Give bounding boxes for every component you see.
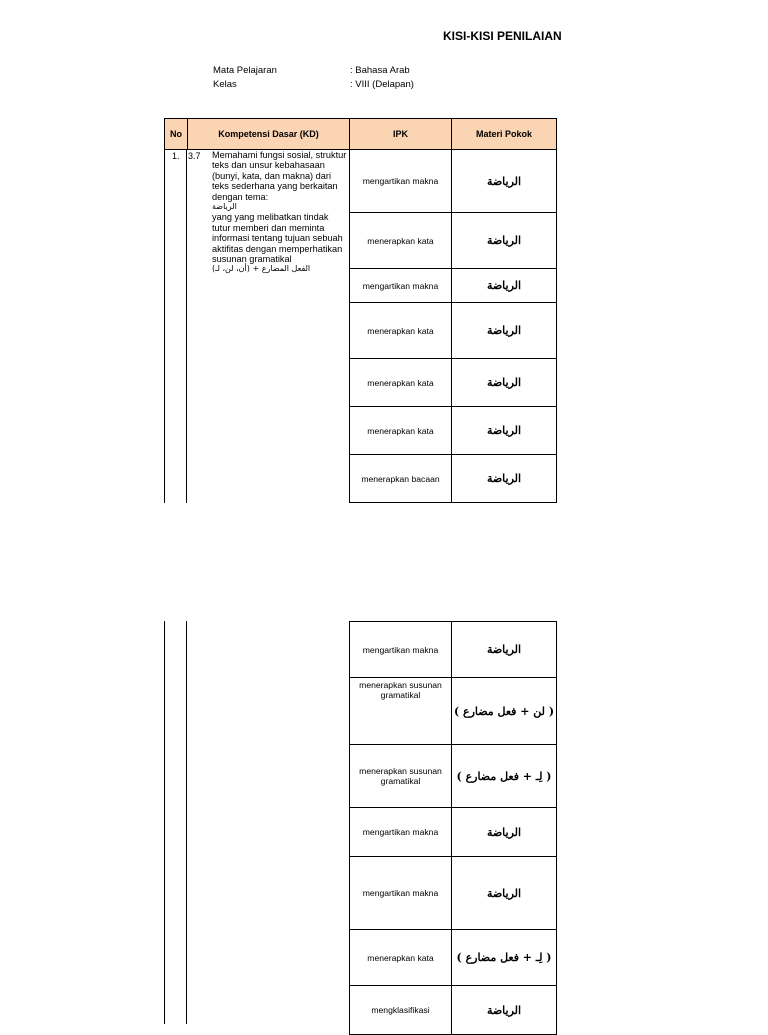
materi-cell: ( لن + فعل مضارع ) xyxy=(451,677,557,745)
materi-cell: الرياضة xyxy=(451,406,557,455)
table-border-left-p2 xyxy=(164,621,165,1024)
materi-cell: الرياضة xyxy=(451,268,557,303)
ipk-cell: menerapkan bacaan xyxy=(349,454,452,503)
ipk-cell: mengartikan makna xyxy=(349,807,452,857)
ipk-cell: menerapkan susunan gramatikal xyxy=(349,744,452,808)
document-title: KISI-KISI PENILAIAN xyxy=(443,29,562,43)
kd-description xyxy=(212,150,347,275)
ipk-cell: menerapkan kata xyxy=(349,358,452,407)
table-border-left xyxy=(164,149,165,503)
materi-cell: الرياضة xyxy=(451,149,557,213)
subject-value: : Bahasa Arab xyxy=(350,65,410,76)
ipk-cell: menerapkan kata xyxy=(349,929,452,986)
table-border-no xyxy=(186,149,187,503)
kd-text-part1: Memahami fungsi sosial, struktur teks dan unsur kebahasaan (bunyi, kata, dan makna) dari teks sederhana yang berkaitan dengan tema: xyxy=(212,150,347,202)
materi-cell: ( لِـ + فعل مضارع ) xyxy=(451,744,557,808)
kd-theme-arabic: الرياضة xyxy=(212,202,237,212)
kd-grammar-arabic: الفعل المضارع + (أن، لن، لـ) xyxy=(212,264,311,274)
table-border-no-p2 xyxy=(186,621,187,1024)
kd-text-part2: yang yang melibatkan tindak tutur memberi dan meminta informasi tentang tujuan sebuah aktifitas dengan memperhatikan susunan gramatikal xyxy=(212,212,343,265)
ipk-cell: mengartikan makna xyxy=(349,856,452,930)
header-kd: Kompetensi Dasar (KD) xyxy=(187,118,350,150)
ipk-cell: mengartikan makna xyxy=(349,149,452,213)
subject-label: Mata Pelajaran xyxy=(213,65,277,76)
header-materi: Materi Pokok xyxy=(451,118,557,150)
materi-cell: الرياضة xyxy=(451,212,557,269)
ipk-cell: mengartikan makna xyxy=(349,268,452,303)
materi-cell: الرياضة xyxy=(451,302,557,359)
ipk-cell: mengartikan makna xyxy=(349,621,452,678)
materi-cell: الرياضة xyxy=(451,621,557,678)
kd-code: 3.7 xyxy=(188,151,201,161)
class-value: : VIII (Delapan) xyxy=(350,79,414,90)
header-no: No xyxy=(164,118,188,150)
materi-cell: الرياضة xyxy=(451,856,557,930)
materi-cell: الرياضة xyxy=(451,807,557,857)
ipk-cell: mengklasifikasi xyxy=(349,985,452,1035)
ipk-cell: menerapkan kata xyxy=(349,302,452,359)
materi-cell: الرياضة xyxy=(451,985,557,1035)
materi-cell: الرياضة xyxy=(451,358,557,407)
materi-cell: الرياضة xyxy=(451,454,557,503)
ipk-cell: menerapkan kata xyxy=(349,212,452,269)
materi-cell: ( لِـ + فعل مضارع ) xyxy=(451,929,557,986)
class-label: Kelas xyxy=(213,79,237,90)
row-number: 1. xyxy=(172,151,180,161)
header-ipk: IPK xyxy=(349,118,452,150)
ipk-cell: menerapkan kata xyxy=(349,406,452,455)
ipk-cell: menerapkan susunan gramatikal xyxy=(349,677,452,745)
